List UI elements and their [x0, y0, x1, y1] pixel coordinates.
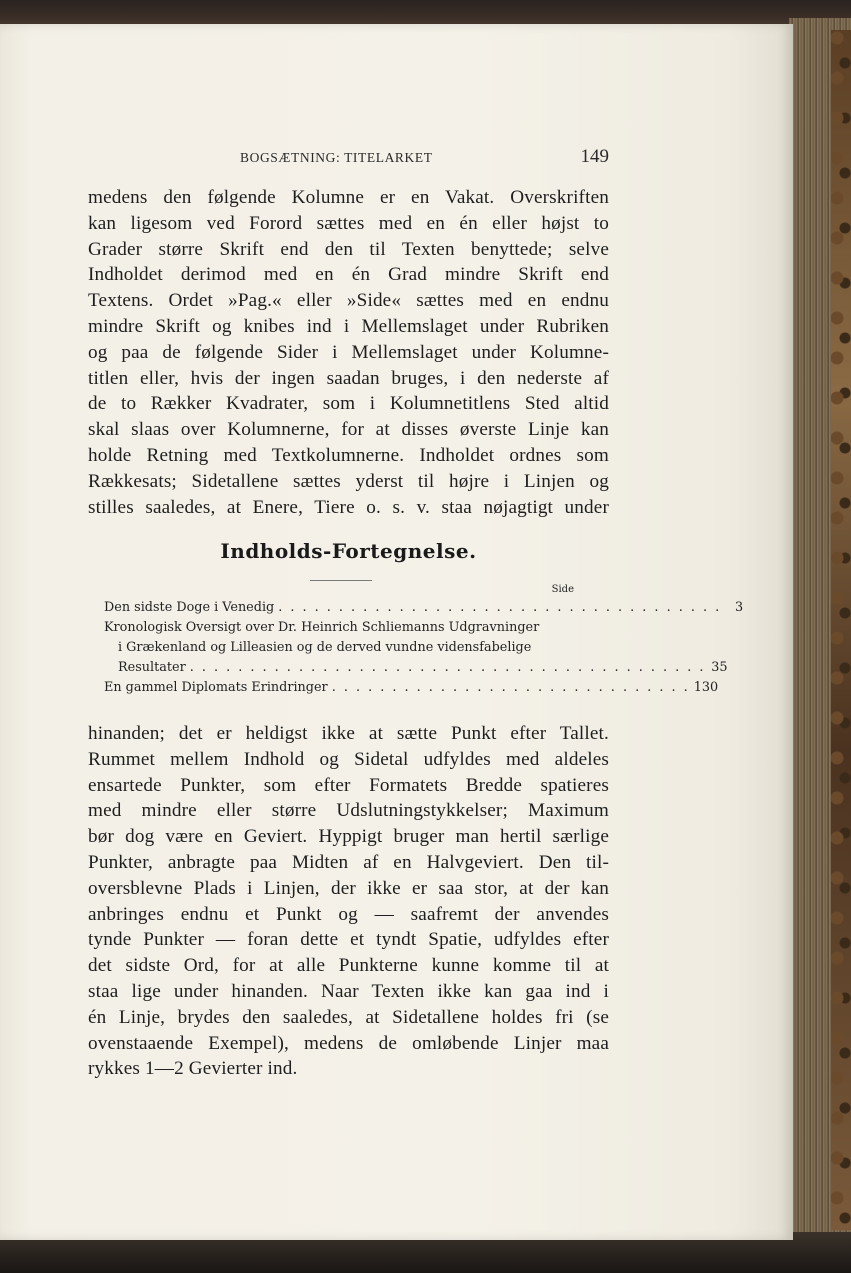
text-line: Rækkesats; Sidetallene sættes yderst til højre i Linjen og — [88, 470, 609, 492]
text-line: staa lige under hinanden. Naar Texten ikke kan gaa ind i — [88, 980, 609, 1002]
text-line: oversblevne Plads i Linjen, der ikke er saa stor, at der kan — [88, 877, 609, 899]
text-line: bør dog være en Geviert. Hyppigt bruger man hertil særlige — [88, 826, 609, 848]
toc-entry-title: Den sidste Doge i Venedig — [104, 600, 275, 615]
text-line: det sidste Ord, for at alle Punkterne kunne komme til at — [88, 955, 609, 977]
toc-entry-dots: . . . . . . . . . . . . . . . . . . . . . . . . . . . . . . — [331, 680, 690, 695]
text-line: holde Retning med Textkolumnerne. Indholdet ordnes som — [88, 444, 609, 466]
toc-entry-continuation — [104, 658, 728, 678]
toc-entry-title: En gammel Diplomats Erindringer — [104, 680, 328, 695]
text-line: ensartede Punkter, som efter Formatets Bredde spatieres — [88, 774, 609, 796]
text-line: Grader større Skrift end den til Texten benyttede; selve — [88, 238, 609, 260]
text-line: og paa de følgende Sider i Mellemslaget under Kolumne- — [88, 341, 609, 363]
toc-entry-title: Resultater — [118, 660, 186, 675]
text-line: skal slaas over Kolumnerne, for at disses øverste Linje kan — [88, 419, 609, 441]
text-line: de to Rækker Kvadrater, som i Kolumnetitlens Sted altid — [88, 393, 609, 415]
text-line: mindre Skrift og knibes ind i Mellemslaget under Rubriken — [88, 315, 609, 337]
toc-entry-page: 3 — [735, 600, 744, 615]
text-line: én Linje, brydes den saaledes, at Sidetallene holdes fri (se — [88, 1006, 609, 1028]
page-number: 149 — [580, 146, 609, 167]
text-line: hinanden; det er heldigst ikke at sætte Punkt efter Tallet. — [88, 723, 609, 744]
text-line: Textens. Ordet »Pag.« eller »Side« sættes med en endnu — [88, 290, 609, 312]
text-line: kan ligesom ved Forord sættes med en én eller højst to — [88, 212, 609, 234]
toc-entry-continuation — [104, 638, 574, 658]
text-line: rykkes 1—2 Gevierter ind. — [88, 1058, 298, 1080]
toc-entry — [104, 598, 744, 618]
toc-entry — [104, 618, 574, 638]
toc-entry — [104, 678, 719, 698]
toc-side-label: Side — [551, 584, 574, 595]
toc-heading: Indholds-Fortegnelse. — [220, 539, 477, 563]
text-line: titlen eller, hvis der ingen saadan bruges, i den nederste af — [88, 367, 609, 389]
text-line: Punkter, anbragte paa Midten af en Halvgeviert. Den til- — [88, 851, 609, 873]
toc-entry-page: 35 — [711, 660, 728, 675]
paragraph-bottom — [88, 721, 609, 1082]
toc-entry-dots: . . . . . . . . . . . . . . . . . . . . . . . . . . . . . . . . . . . . . — [278, 600, 722, 615]
toc-entry-title: Kronologisk Oversigt over Dr. Heinrich Schliemanns Udgravninger — [104, 620, 540, 635]
text-line: tynde Punkter — foran dette et tyndt Spatie, udfyldes efter — [88, 929, 609, 951]
running-head — [88, 148, 609, 170]
paragraph-top — [88, 185, 609, 520]
text-line: medens den følgende Kolumne er en Vakat. Overskriften — [88, 187, 609, 208]
text-line: med mindre eller større Udslutningstykkelser; Maximum — [88, 800, 609, 822]
toc-entry-dots: . . . . . . . . . . . . . . . . . . . . . . . . . . . . . . . . . . . . . . . . . . . — [189, 660, 706, 675]
running-title: BOGSÆTNING: TITELARKET — [240, 150, 433, 165]
text-line: Rummet mellem Indhold og Sidetal udfyldes med aldeles — [88, 748, 609, 770]
text-line: ovenstaaende Exempel), medens de omløbende Linjer maa — [88, 1032, 609, 1054]
text-line: stilles saaledes, at Enere, Tiere o. s. v. staa nøjagtigt under — [88, 496, 609, 518]
toc-entry-page: 130 — [693, 680, 719, 695]
toc-entry-title: i Grækenland og Lilleasien og de derved vundne vidensfabelige — [118, 640, 532, 655]
text-line: Indholdet derimod med en én Grad mindre Skrift end — [88, 264, 609, 286]
toc-example — [104, 580, 744, 698]
book-marbled-cover — [831, 30, 851, 1230]
text-line: anbringes endnu et Punkt og — saafremt der anvendes — [88, 903, 609, 925]
